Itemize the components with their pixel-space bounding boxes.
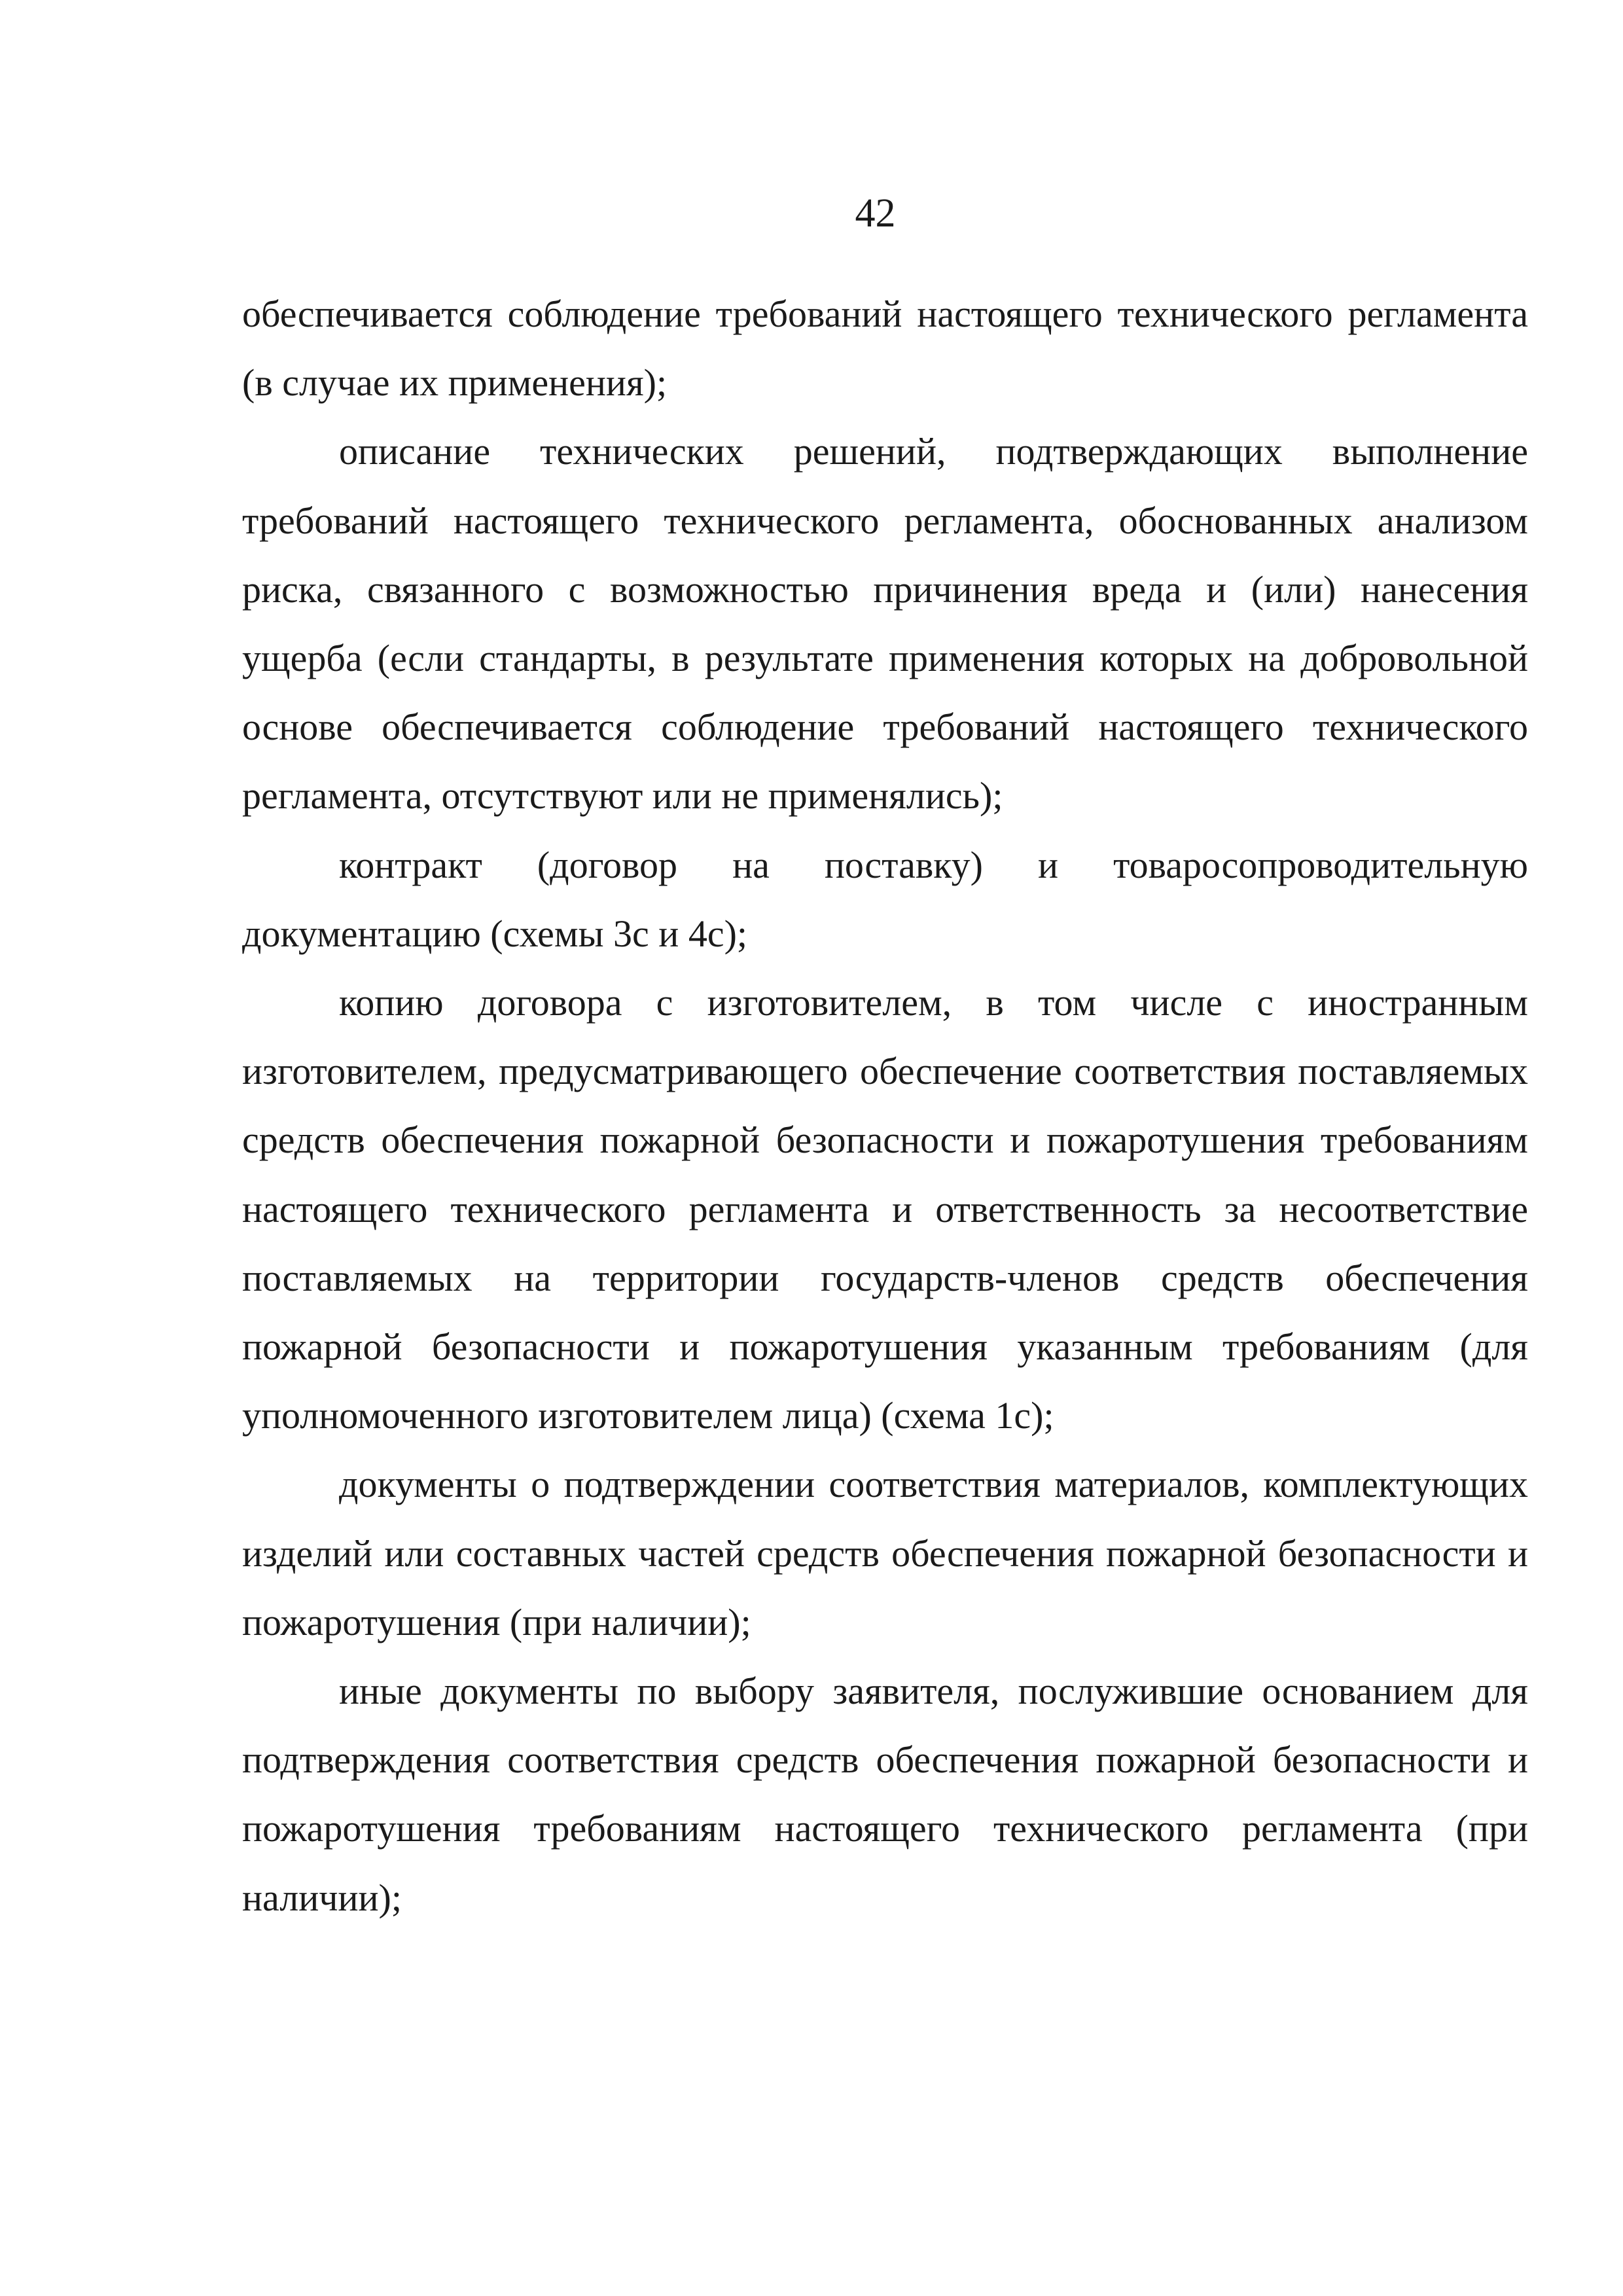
paragraph-continuation: обеспечивается соблюдение требований настоящего технического регламента (в случае их применения);	[242, 293, 1528, 404]
paragraph-contract: контракт (договор на поставку) и товаросопроводительную документацию (схемы 3с и 4с);	[242, 843, 1528, 955]
paragraph-other-documents: иные документы по выбору заявителя, послужившие основанием для подтверждения соответствия средств обеспечения пожарной безопасности и пожаротушения требованиям настоящего технического регламента (при наличии);	[242, 1670, 1528, 1919]
document-body	[242, 279, 1528, 1932]
page-number: 42	[855, 191, 896, 236]
paragraph-manufacturer-agreement: копию договора с изготовителем, в том числе с иностранным изготовителем, предусматривающего обеспечение соответствия поставляемых средств обеспечения пожарной безопасности и пожаротушения требованиям настоящего технического регламента и ответственность за несоответствие поставляемых на территории государств-членов средств обеспечения пожарной безопасности и пожаротушения указанным требованиям (для уполномоченного изготовителем лица) (схема 1с);	[242, 981, 1528, 1437]
paragraph-technical-solutions: описание технических решений, подтверждающих выполнение требований настоящего технического регламента, обоснованных анализом риска, связанного с возможностью причинения вреда и (или) нанесения ущерба (если стандарты, в результате применения которых на добровольной основе обеспечивается соблюдение требований настоящего технического регламента, отсутствуют или не применялись);	[242, 430, 1528, 817]
paragraph-conformity-documents: документы о подтверждении соответствия материалов, комплектующих изделий или составных частей средств обеспечения пожарной безопасности и пожаротушения (при наличии);	[242, 1463, 1528, 1643]
